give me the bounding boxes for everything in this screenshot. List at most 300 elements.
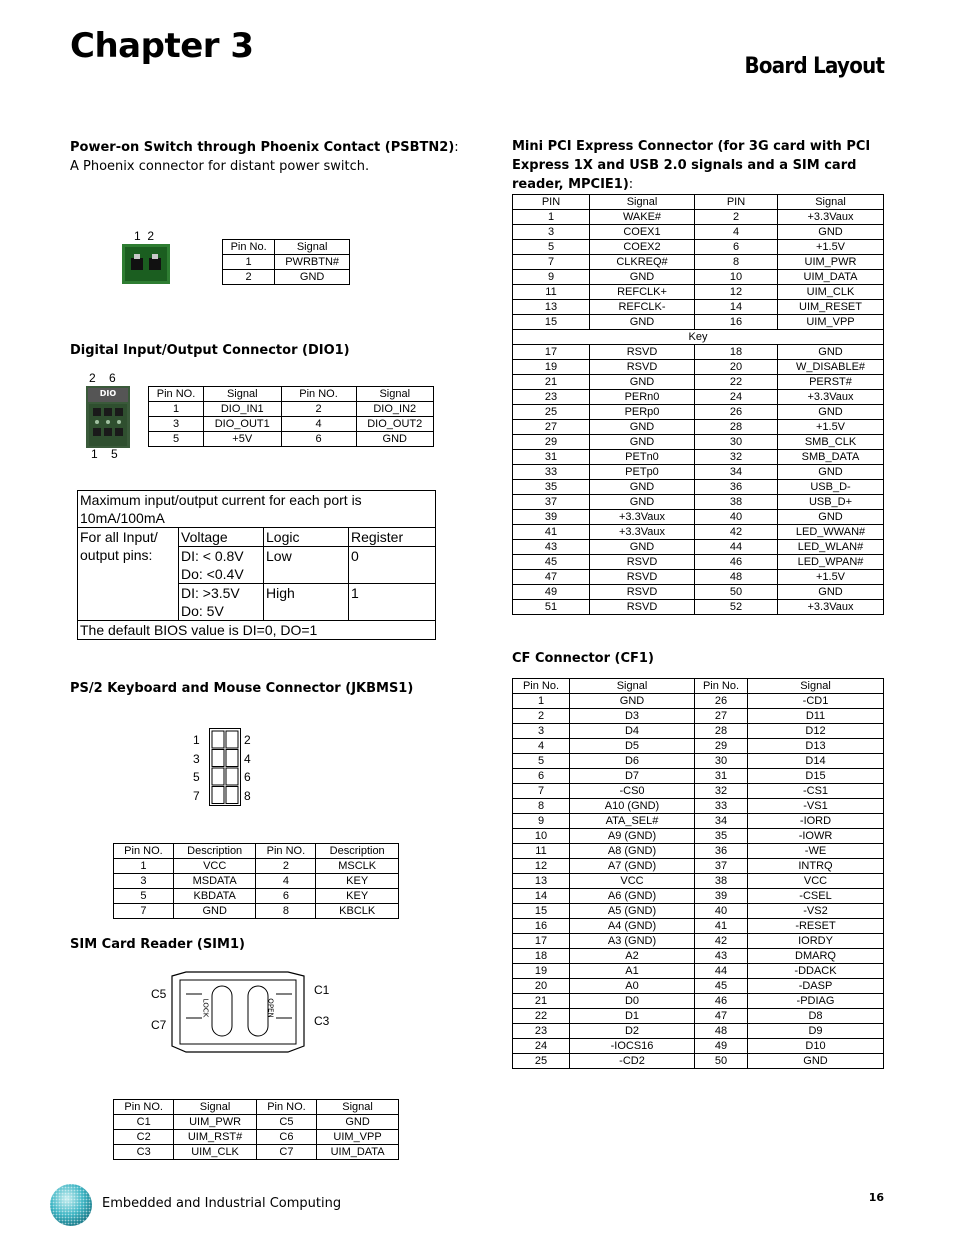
table-cell: 16 [513, 919, 570, 934]
ps2-right-pin-labels [244, 731, 251, 805]
table-cell: UIM_PWR [778, 255, 884, 270]
table-cell: UIM_CLK [778, 285, 884, 300]
table-row [513, 435, 884, 450]
table-cell: GND [173, 904, 256, 919]
low-logic-cell: Low [264, 547, 349, 584]
table-cell: A1 [570, 964, 695, 979]
cf-pin-table [512, 678, 884, 1069]
table-cell: -VS1 [748, 799, 884, 814]
ps2-heading: PS/2 Keyboard and Mouse Connector (JKBMS1) [70, 681, 414, 696]
table-cell: 36 [695, 844, 748, 859]
key-cell: Key [513, 330, 884, 345]
mpcie-heading [512, 137, 884, 194]
table-cell: -RESET [748, 919, 884, 934]
table-cell: UIM_VPP [317, 1130, 399, 1145]
table-cell: UIM_RST# [174, 1130, 256, 1145]
psbtn-description: A Phoenix connector for distant power switch. [70, 159, 370, 174]
register-header: Register [349, 528, 436, 547]
pin-label: 5 [193, 770, 200, 784]
low-voltage-cell: DI: < 0.8V Do: <0.4V [179, 547, 264, 584]
table-row [513, 799, 884, 814]
header-cell: Pin No. [223, 240, 275, 255]
table-cell: 6 [256, 889, 316, 904]
table-cell: LED_WWAN# [778, 525, 884, 540]
table-cell: 26 [695, 405, 778, 420]
table-cell: VCC [570, 874, 695, 889]
table-cell: GND [778, 510, 884, 525]
table-row [513, 1024, 884, 1039]
table-cell: 1 [513, 694, 570, 709]
table-cell: C7 [256, 1145, 316, 1160]
table-row [513, 694, 884, 709]
dio-chip-label: DIO [99, 389, 117, 398]
table-cell: 25 [513, 1054, 570, 1069]
header-cell: Pin NO. [256, 1100, 316, 1115]
table-cell: 11 [513, 844, 570, 859]
table-row [114, 1115, 399, 1130]
table-cell: 21 [513, 994, 570, 1009]
table-row [513, 300, 884, 315]
table-cell: 1 [223, 255, 275, 270]
table-cell: C1 [114, 1115, 174, 1130]
table-row [513, 510, 884, 525]
table-row [513, 994, 884, 1009]
table-cell: 18 [513, 949, 570, 964]
table-row [513, 814, 884, 829]
table-cell: 20 [695, 360, 778, 375]
table-cell: -CSEL [748, 889, 884, 904]
table-cell: 8 [695, 255, 778, 270]
table-cell: PETn0 [590, 450, 695, 465]
table-cell: 34 [695, 465, 778, 480]
mpcie-title: Mini PCI Express Connector (for 3G card with PCI Express 1X and USB 2.0 signals and a SIM card reader, MPCIE1) [512, 139, 871, 192]
table-cell: 40 [695, 904, 748, 919]
table-cell: LED_WPAN# [778, 555, 884, 570]
table-row [513, 495, 884, 510]
table-cell: RSVD [590, 585, 695, 600]
table-cell: A3 (GND) [570, 934, 695, 949]
table-cell: 7 [513, 784, 570, 799]
table-cell: -IOCS16 [570, 1039, 695, 1054]
table-cell: 39 [695, 889, 748, 904]
table-cell: 5 [513, 240, 590, 255]
table-cell: 35 [513, 480, 590, 495]
company-logo-icon [49, 1183, 93, 1227]
table-cell: DIO_OUT1 [204, 417, 282, 432]
table-cell: 52 [695, 600, 778, 615]
table-cell: 15 [513, 315, 590, 330]
table-cell: 50 [695, 585, 778, 600]
table-cell: USB_D+ [778, 495, 884, 510]
table-cell: UIM_CLK [174, 1145, 256, 1160]
voltage-header: Voltage [179, 528, 264, 547]
table-cell: A2 [570, 949, 695, 964]
pin-label: 7 [193, 788, 200, 803]
table-cell: -IORD [748, 814, 884, 829]
psbtn-pin-labels: 1 2 [134, 229, 155, 243]
table-cell: +3.3Vaux [590, 510, 695, 525]
phoenix-connector-image [122, 244, 170, 284]
table-cell: A10 (GND) [570, 799, 695, 814]
table-cell: 49 [513, 585, 590, 600]
table-cell: 10 [513, 829, 570, 844]
table-row [78, 528, 436, 547]
table-row [513, 315, 884, 330]
table-row [513, 390, 884, 405]
table-cell: PERST# [778, 375, 884, 390]
table-cell: 47 [695, 1009, 748, 1024]
table-row [114, 859, 399, 874]
table-cell: GND [778, 405, 884, 420]
mpcie-colon: : [628, 177, 634, 192]
table-row [513, 585, 884, 600]
table-cell: C2 [114, 1130, 174, 1145]
header-cell: PIN [513, 195, 590, 210]
table-cell: 47 [513, 570, 590, 585]
table-cell: VCC [173, 859, 256, 874]
table-cell: 20 [513, 979, 570, 994]
table-cell: A5 (GND) [570, 904, 695, 919]
table-cell: +3.3Vaux [778, 210, 884, 225]
table-cell: -DDACK [748, 964, 884, 979]
pin-label: 8 [244, 788, 251, 803]
table-row [513, 570, 884, 585]
table-cell: +3.3Vaux [778, 390, 884, 405]
header-cell: Signal [748, 679, 884, 694]
table-cell: 22 [695, 375, 778, 390]
table-row [513, 555, 884, 570]
table-cell: 39 [513, 510, 590, 525]
table-cell: 46 [695, 994, 748, 1009]
table-cell: GND [317, 1115, 399, 1130]
header-cell: Signal [174, 1100, 256, 1115]
table-cell: 24 [695, 390, 778, 405]
table-cell: 48 [695, 1024, 748, 1039]
table-row [513, 709, 884, 724]
table-cell: 4 [256, 874, 316, 889]
table-cell: A8 (GND) [570, 844, 695, 859]
table-cell: +5V [204, 432, 282, 447]
table-cell: 19 [513, 360, 590, 375]
table-cell: A0 [570, 979, 695, 994]
table-cell: REFCLK- [590, 300, 695, 315]
sim-pin-table [113, 1099, 399, 1160]
table-row [513, 919, 884, 934]
sim-lock-label: LOCK [201, 998, 210, 1018]
table-cell: 50 [695, 1054, 748, 1069]
table-cell: GND [590, 420, 695, 435]
header-cell: Pin No. [695, 679, 748, 694]
max-current-note: Maximum input/output current for each port is 10mA/100mA [78, 491, 436, 528]
table-row [513, 255, 884, 270]
table-cell: 14 [695, 300, 778, 315]
table-row [513, 525, 884, 540]
section-title: Board Layout [744, 54, 884, 79]
header-cell: Pin No. [513, 679, 570, 694]
table-cell: 12 [695, 285, 778, 300]
table-cell: C3 [114, 1145, 174, 1160]
table-cell: 15 [513, 904, 570, 919]
table-row [513, 600, 884, 615]
pin-label: 1 [193, 733, 200, 747]
table-cell: 14 [513, 889, 570, 904]
table-cell: 19 [513, 964, 570, 979]
table-cell: -DASP [748, 979, 884, 994]
table-cell: 5 [114, 889, 174, 904]
table-cell: A4 (GND) [570, 919, 695, 934]
table-cell: 2 [513, 709, 570, 724]
table-cell: 12 [513, 859, 570, 874]
high-register-cell: 1 [349, 584, 436, 621]
table-cell: 27 [513, 420, 590, 435]
table-row [513, 420, 884, 435]
table-cell: GND [590, 540, 695, 555]
table-cell: 9 [513, 270, 590, 285]
table-row [114, 874, 399, 889]
cf-heading: CF Connector (CF1) [512, 651, 654, 666]
table-cell: 44 [695, 540, 778, 555]
sim-c1-label: C1 [314, 983, 330, 997]
table-row [513, 739, 884, 754]
header-cell: Signal [275, 240, 350, 255]
table-row [513, 1009, 884, 1024]
table-cell: 16 [695, 315, 778, 330]
table-cell: 37 [513, 495, 590, 510]
table-cell: 1 [114, 859, 174, 874]
table-cell: D1 [570, 1009, 695, 1024]
header-cell: Signal [778, 195, 884, 210]
table-cell: PETp0 [590, 465, 695, 480]
table-cell: 31 [695, 769, 748, 784]
header-cell: Signal [317, 1100, 399, 1115]
table-cell: D5 [570, 739, 695, 754]
psbtn-title: Power-on Switch through Phoenix Contact (PSBTN2) [70, 140, 455, 155]
table-cell: PERn0 [590, 390, 695, 405]
table-row [513, 1054, 884, 1069]
table-cell: 8 [256, 904, 316, 919]
table-cell: 21 [513, 375, 590, 390]
table-cell: A9 (GND) [570, 829, 695, 844]
table-cell: 11 [513, 285, 590, 300]
table-cell: D12 [748, 724, 884, 739]
table-cell: 34 [695, 814, 748, 829]
header-cell: Pin NO. [114, 1100, 174, 1115]
table-cell: D11 [748, 709, 884, 724]
table-cell: 44 [695, 964, 748, 979]
table-cell: -PDIAG [748, 994, 884, 1009]
table-header-row [513, 195, 884, 210]
table-cell: 38 [695, 495, 778, 510]
table-cell: 22 [513, 1009, 570, 1024]
table-cell: 35 [695, 829, 748, 844]
table-header-row [223, 240, 350, 255]
table-row [513, 345, 884, 360]
table-cell: +1.5V [778, 570, 884, 585]
table-row [513, 829, 884, 844]
table-cell: -CS1 [748, 784, 884, 799]
table-cell: COEX1 [590, 225, 695, 240]
table-cell: GND [590, 375, 695, 390]
sim-heading: SIM Card Reader (SIM1) [70, 937, 245, 952]
table-cell: RSVD [590, 555, 695, 570]
table-row [513, 859, 884, 874]
high-voltage-cell: DI: >3.5V Do: 5V [179, 584, 264, 621]
table-cell: 43 [695, 949, 748, 964]
table-cell: D10 [748, 1039, 884, 1054]
table-cell: 5 [513, 754, 570, 769]
dio-heading: Digital Input/Output Connector (DIO1) [70, 343, 350, 358]
table-cell: 29 [695, 739, 748, 754]
table-cell: D9 [748, 1024, 884, 1039]
table-cell: A6 (GND) [570, 889, 695, 904]
table-cell: 8 [513, 799, 570, 814]
table-cell: D2 [570, 1024, 695, 1039]
table-cell: 2 [695, 210, 778, 225]
table-cell: UIM_RESET [778, 300, 884, 315]
table-cell: 3 [513, 225, 590, 240]
table-row [114, 904, 399, 919]
table-cell: PWRBTN# [275, 255, 350, 270]
table-cell: 1 [513, 210, 590, 225]
mpcie-pin-table [512, 194, 884, 615]
table-header-row [513, 679, 884, 694]
table-cell: 29 [513, 435, 590, 450]
table-row [513, 225, 884, 240]
table-row [114, 889, 399, 904]
ps2-header-diagram [209, 728, 241, 806]
header-cell: Signal [356, 387, 434, 402]
dio-top-pin-labels: 2 6 [89, 371, 116, 385]
table-row [513, 844, 884, 859]
table-cell: 3 [149, 417, 204, 432]
footer-company: Embedded and Industrial Computing [102, 1196, 342, 1211]
table-cell: KEY [316, 874, 399, 889]
pin-label: 2 [244, 733, 251, 747]
table-cell: 45 [695, 979, 748, 994]
table-cell: CLKREQ# [590, 255, 695, 270]
table-cell: 23 [513, 1024, 570, 1039]
logic-header: Logic [264, 528, 349, 547]
table-cell: 40 [695, 510, 778, 525]
table-cell: 1 [149, 402, 204, 417]
table-cell: 7 [114, 904, 174, 919]
table-cell: -VS2 [748, 904, 884, 919]
pin-label: 4 [244, 751, 251, 766]
table-header-row [149, 387, 434, 402]
table-row [513, 450, 884, 465]
table-cell: 6 [695, 240, 778, 255]
table-cell: GND [590, 270, 695, 285]
header-cell: Description [173, 844, 256, 859]
table-cell: 27 [695, 709, 748, 724]
table-row [149, 432, 434, 447]
ps2-pin-table [113, 843, 399, 919]
table-cell: 33 [695, 799, 748, 814]
table-cell: D0 [570, 994, 695, 1009]
sim-c3-label: C3 [314, 1014, 330, 1028]
table-cell: GND [778, 345, 884, 360]
sim-c7-label: C7 [151, 1018, 167, 1032]
table-row [223, 270, 350, 285]
psbtn-colon: : [454, 140, 459, 155]
table-row [513, 889, 884, 904]
table-cell: GND [778, 225, 884, 240]
table-cell: +3.3Vaux [778, 600, 884, 615]
table-row [513, 480, 884, 495]
table-cell: DMARQ [748, 949, 884, 964]
table-cell: 4 [513, 739, 570, 754]
page-number: 16 [868, 1191, 884, 1204]
table-cell: SMB_CLK [778, 435, 884, 450]
table-cell: USB_D- [778, 480, 884, 495]
table-row [513, 874, 884, 889]
table-cell: MSCLK [316, 859, 399, 874]
header-cell: Pin NO. [114, 844, 174, 859]
table-cell: 3 [513, 724, 570, 739]
table-cell: GND [590, 480, 695, 495]
table-cell: 26 [695, 694, 748, 709]
table-cell: 23 [513, 390, 590, 405]
table-cell: D3 [570, 709, 695, 724]
table-cell: REFCLK+ [590, 285, 695, 300]
table-row [513, 784, 884, 799]
table-cell: W_DISABLE# [778, 360, 884, 375]
high-logic-cell: High [264, 584, 349, 621]
header-cell: Pin NO. [281, 387, 356, 402]
table-cell: 17 [513, 345, 590, 360]
table-cell: 30 [695, 435, 778, 450]
table-cell: GND [590, 435, 695, 450]
pin-label: 3 [193, 751, 200, 766]
table-header-row [114, 844, 399, 859]
table-cell: +1.5V [778, 420, 884, 435]
header-cell: Signal [570, 679, 695, 694]
table-row [513, 724, 884, 739]
sim-socket-diagram [168, 970, 308, 1054]
dio-current-note-table [77, 490, 436, 640]
table-cell: 32 [695, 450, 778, 465]
table-cell: -CD2 [570, 1054, 695, 1069]
table-cell: LED_WLAN# [778, 540, 884, 555]
header-cell: Signal [590, 195, 695, 210]
table-cell: 4 [695, 225, 778, 240]
table-row [513, 949, 884, 964]
table-cell: RSVD [590, 570, 695, 585]
table-cell: 42 [695, 934, 748, 949]
pin-label: 6 [244, 770, 251, 784]
table-cell: UIM_VPP [778, 315, 884, 330]
table-cell: 13 [513, 300, 590, 315]
table-cell: 32 [695, 784, 748, 799]
psbtn-heading [70, 138, 470, 157]
table-cell: -WE [748, 844, 884, 859]
table-row [513, 964, 884, 979]
table-cell: KBDATA [173, 889, 256, 904]
table-cell: 3 [114, 874, 174, 889]
table-cell: GND [778, 465, 884, 480]
table-cell: 28 [695, 724, 748, 739]
table-row [513, 979, 884, 994]
table-cell: D6 [570, 754, 695, 769]
table-cell: C5 [256, 1115, 316, 1130]
table-row [513, 754, 884, 769]
table-cell: RSVD [590, 360, 695, 375]
table-cell: 38 [695, 874, 748, 889]
default-bios-note: The default BIOS value is DI=0, DO=1 [78, 621, 436, 640]
table-cell: 51 [513, 600, 590, 615]
header-cell: Pin NO. [256, 844, 316, 859]
key-row [513, 330, 884, 345]
